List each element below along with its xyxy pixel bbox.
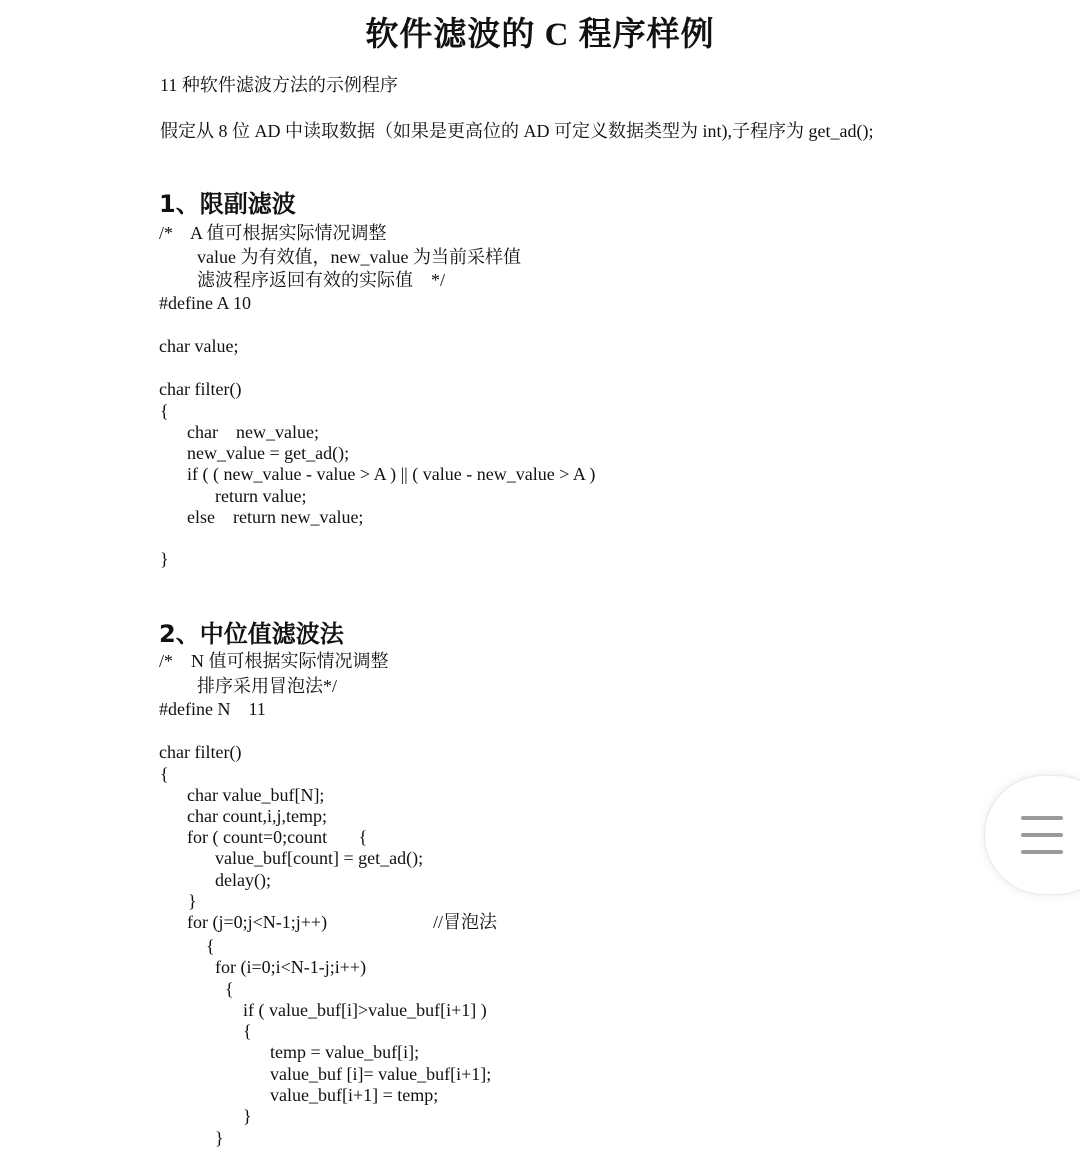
code-line: } [215, 1128, 224, 1148]
code-line: char new_value; [187, 422, 319, 442]
code-line: char value_buf[N]; [187, 785, 325, 805]
code-line: 滤波程序返回有效的实际值 */ [197, 270, 445, 290]
code-line: if ( ( new_value - value > A ) || ( value - new_value > A ) [187, 464, 596, 484]
code-line: else return new_value; [187, 507, 364, 527]
code-line: char count,i,j,temp; [187, 806, 327, 826]
code-line: #define N 11 [159, 699, 266, 719]
section-1-heading: 1、限副滤波 [159, 190, 296, 218]
code-line: for (i=0;i<N-1-j;i++) [215, 957, 367, 977]
menu-button[interactable] [985, 776, 1080, 894]
code-line: { [225, 979, 234, 999]
intro-line-2: 假定从 8 位 AD 中读取数据（如果是更高位的 AD 可定义数据类型为 int),子程序为 get_ad(); [160, 121, 874, 141]
code-line: char filter() [159, 742, 242, 762]
code-line: } [243, 1106, 252, 1126]
code-line: /* A 值可根据实际情况调整 [159, 223, 387, 243]
code-line: { [206, 936, 215, 956]
code-line: new_value = get_ad(); [187, 443, 350, 463]
code-line: value_buf [i]= value_buf[i+1]; [270, 1064, 492, 1084]
code-line: { [243, 1021, 252, 1041]
code-line: value_buf[count] = get_ad(); [215, 848, 424, 868]
code-line: { [160, 764, 169, 784]
code-line: value 为有效值，new_value 为当前采样值 [197, 247, 521, 267]
code-line: } [160, 549, 169, 569]
code-line: } [188, 891, 197, 911]
code-line: 排序采用冒泡法*/ [197, 676, 338, 696]
code-line: delay(); [215, 870, 271, 890]
code-line: char value; [159, 336, 239, 356]
code-line: if ( value_buf[i]>value_buf[i+1] ) [243, 1000, 487, 1020]
document-title: 软件滤波的 C 程序样例 [365, 17, 715, 53]
code-line: value_buf[i+1] = temp; [270, 1085, 439, 1105]
code-line: { [160, 401, 169, 421]
code-line: return value; [215, 486, 307, 506]
code-line: #define A 10 [159, 293, 251, 313]
section-2-heading: 2、中位值滤波法 [159, 620, 344, 648]
intro-line-1: 11 种软件滤波方法的示例程序 [160, 75, 398, 95]
code-line: for ( count=0;count { [187, 827, 368, 847]
code-line: for (j=0;j<N-1;j++) [187, 912, 328, 932]
code-comment: //冒泡法 [433, 912, 498, 932]
code-line: /* N 值可根据实际情况调整 [159, 651, 389, 671]
code-line: temp = value_buf[i]; [270, 1042, 420, 1062]
code-line: char filter() [159, 379, 242, 399]
